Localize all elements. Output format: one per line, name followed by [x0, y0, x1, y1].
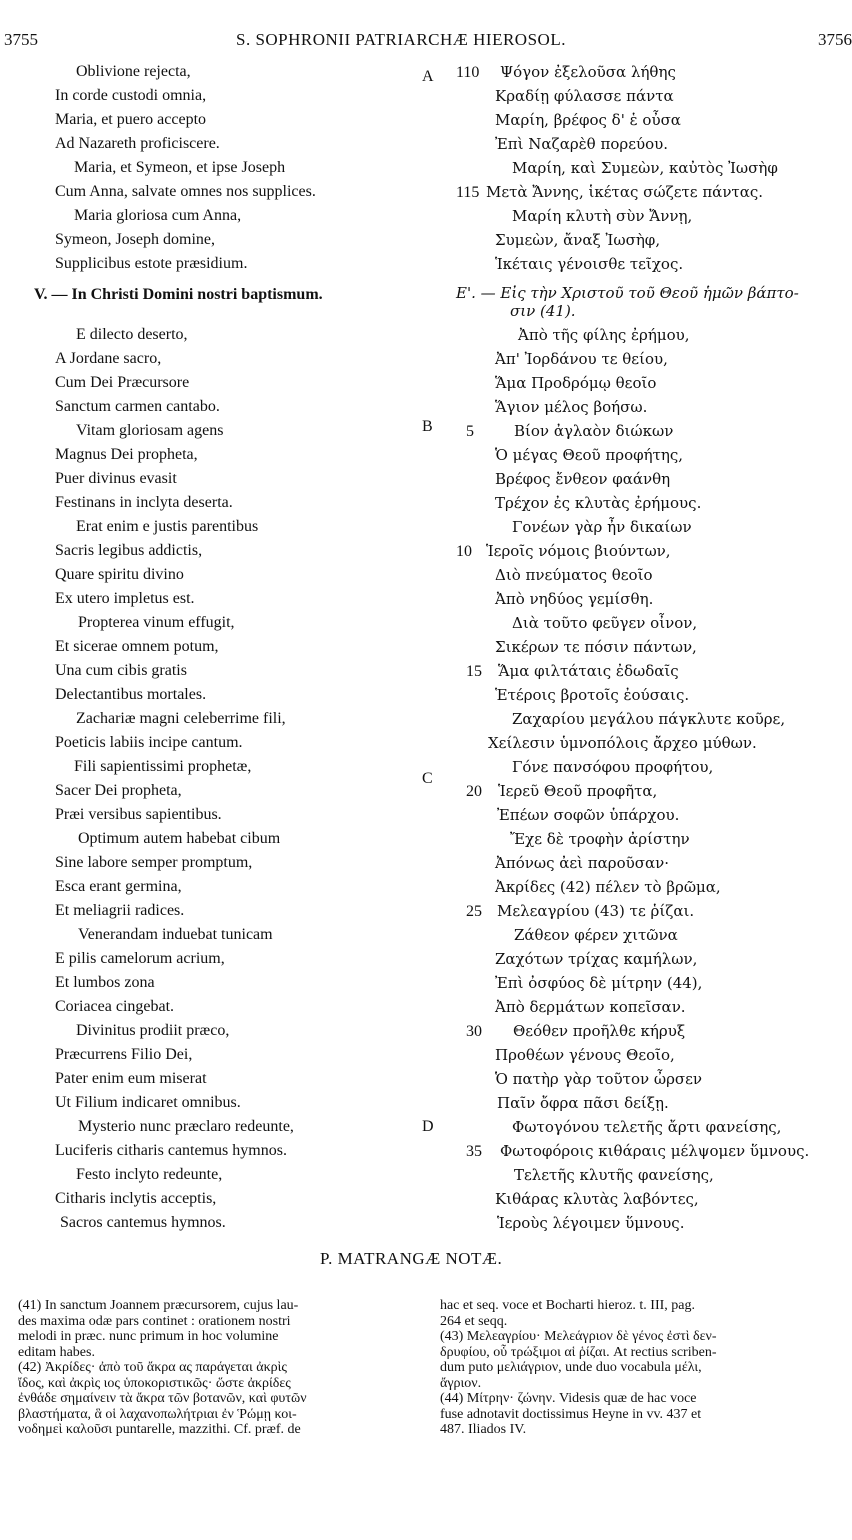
footnote-line: ἄγριον.	[440, 1375, 482, 1391]
greek-verse-line: Ἐπὶ ὀσφύος δὲ μίτρην (44),	[495, 974, 703, 992]
latin-verse-line: Sine labore semper promptum,	[55, 854, 253, 871]
margin-letter: C	[422, 770, 433, 787]
greek-verse-line: Παῖν ὄφρα πᾶσι δείξῃ.	[497, 1094, 669, 1112]
latin-verse-line: Sanctum carmen cantabo.	[55, 398, 220, 415]
latin-verse-line: Poeticis labiis incipe cantum.	[55, 734, 243, 751]
latin-verse-line: Esca erant germina,	[55, 878, 182, 895]
greek-verse-line: Ἑτέροις βροτοῖς ἐούσαις.	[495, 686, 690, 704]
latin-verse-line: Festo inclyto redeunte,	[76, 1166, 223, 1183]
notes-title: P. MATRANGÆ NOTÆ.	[320, 1249, 503, 1268]
greek-verse-line: Ὁ πατὴρ γὰρ τοῦτον ὦρσεν	[495, 1070, 703, 1088]
latin-verse-line: Sacris legibus addictis,	[55, 542, 203, 559]
latin-verse-line: Maria, et Symeon, et ipse Joseph	[74, 159, 286, 176]
greek-verse-line: Βρέφος ἔνθεον φαάνθη	[495, 470, 671, 488]
footnote-line: dum puto μελιάγριον, unde duo vocabula μέλι,	[440, 1360, 702, 1375]
greek-verse-line: Ἀπὸ τῆς φίλης ἐρήμου,	[518, 326, 690, 344]
footnote-line: hac et seq. voce et Bocharti hieroz. t. III, pag.	[440, 1298, 696, 1313]
greek-verse-line: Διὸ πνεύματος θεοῖο	[495, 566, 653, 584]
latin-verse-line: Coriacea cingebat.	[55, 998, 175, 1015]
greek-verse-line: Ἐπέων σοφῶν ὑπάρχου.	[497, 806, 680, 824]
latin-verse-line: Venerandam induebat tunicam	[78, 926, 273, 943]
latin-verse-line: Ut Filium indicaret omnibus.	[55, 1094, 241, 1111]
verse-line-number: 35	[466, 1143, 482, 1160]
latin-verse-line: E dilecto deserto,	[76, 326, 188, 343]
footnote-line: (41) In sanctum Joannem præcursorem, cujus lau-	[18, 1298, 299, 1313]
footnote-line: ἐνθάδε σημαίνειν τὰ ἄκρα τῶν βοτανῶν, καὶ φυτῶν	[18, 1391, 307, 1406]
footnote-line: βλαστήματα, ἃ οἱ λαχανοπωλήτριαι ἐν Ῥώμῃ κοι-	[18, 1406, 297, 1422]
greek-verse-line: σιν (41).	[510, 302, 576, 320]
margin-letter: A	[422, 68, 434, 85]
greek-verse-line: Βίον ἀγλαὸν διώκων	[514, 422, 674, 440]
greek-verse-line: Ἅμα φιλτάταις ἐδωδαῖς	[498, 662, 679, 680]
latin-verse-line: Et meliagrii radices.	[55, 902, 185, 919]
latin-verse-line: Zachariæ magni celeberrime fili,	[76, 710, 286, 727]
verse-line-number: 10	[456, 543, 472, 560]
greek-verse-line: Ἱερεῦ Θεοῦ προφῆτα,	[498, 782, 658, 800]
greek-verse-line: Ἅμα Προδρόμῳ θεοῖο	[495, 374, 657, 392]
greek-verse-line: Διὰ τοῦτο φεῦγεν οἶνον,	[512, 614, 698, 632]
latin-verse-line: Propterea vinum effugit,	[78, 614, 235, 631]
greek-verse-line: Ζάθεον φέρεν χιτῶνα	[514, 926, 678, 944]
margin-letter: D	[422, 1118, 434, 1135]
greek-verse-line: Ψόγον ἐξελοῦσα λήθης	[500, 63, 676, 81]
latin-verse-line: Maria, et puero accepto	[55, 111, 207, 128]
margin-letter: B	[422, 418, 433, 435]
latin-verse-line: Et lumbos zona	[55, 974, 155, 991]
verse-line-number: 110	[456, 64, 480, 81]
latin-verse-line: Citharis inclytis acceptis,	[55, 1190, 217, 1207]
latin-verse-line: Cum Dei Præcursore	[55, 374, 190, 391]
latin-verse-line: Delectantibus mortales.	[55, 686, 207, 703]
verse-line-number: 15	[466, 663, 482, 680]
footnote-line: (43) Μελεαγρίου· Μελεάγριον δὲ γένος ἐστὶ δεν-	[440, 1329, 717, 1344]
greek-verse-line: Τελετῆς κλυτῆς φανείσης,	[514, 1166, 714, 1184]
latin-verse-line: V. — In Christi Domini nostri baptismum.	[34, 286, 323, 303]
latin-verse-line: Pater enim eum miserat	[55, 1070, 207, 1087]
latin-verse-line: Præi versibus sapientibus.	[55, 806, 222, 823]
greek-verse-line: Θεόθεν προῆλθε κήρυξ	[513, 1022, 686, 1040]
column-number-left: 3755	[4, 30, 38, 49]
greek-verse-line: Μελεαγρίου (43) τε ῥίζαι.	[497, 902, 695, 920]
latin-verse-line: Vitam gloriosam agens	[76, 422, 224, 439]
latin-verse-line: Mysterio nunc præclaro redeunte,	[78, 1118, 294, 1135]
latin-verse-line: Divinitus prodiit præco,	[76, 1022, 230, 1039]
footnote-line: δρυφίου, οὗ τρώξιμοι αἱ ῥίζαι. At rectius scriben-	[440, 1344, 717, 1360]
greek-verse-line: Ἅγιον μέλος βοήσω.	[495, 398, 648, 416]
greek-verse-line: Ἱεροὺς λέγοιμεν ὕμνους.	[497, 1214, 685, 1232]
greek-verse-line: Ε'. — Εἰς τὴν Χριστοῦ τοῦ Θεοῦ ἡμῶν βάπτο-	[456, 284, 799, 302]
latin-verse-line: Luciferis citharis cantemus hymnos.	[55, 1142, 287, 1159]
greek-verse-line: Ἐπὶ Ναζαρὲθ πορεύου.	[495, 135, 668, 153]
verse-line-number: 5	[466, 423, 474, 440]
footnote-line: 264 et seqq.	[440, 1313, 508, 1329]
greek-verse-line: Φωτοφόροις κιθάραις μέλψομεν ὕμνους.	[500, 1142, 810, 1160]
latin-verse-line: Optimum autem habebat cibum	[78, 830, 281, 847]
greek-verse-line: Ἀπόνως ἀεὶ παροῦσαν·	[495, 854, 670, 872]
greek-verse-line: Ἀπὸ δερμάτων κοπεῖσαν.	[495, 998, 686, 1016]
latin-verse-line: Ex utero impletus est.	[55, 590, 195, 607]
verse-line-number: 30	[466, 1023, 482, 1040]
latin-verse-line: Puer divinus evasit	[55, 470, 177, 487]
greek-verse-line: Ἀπ' Ἰορδάνου τε θείου,	[495, 350, 668, 368]
latin-verse-line: A Jordane sacro,	[55, 350, 162, 367]
latin-verse-line: Supplicibus estote præsidium.	[55, 255, 248, 272]
latin-verse-line: Ad Nazareth proficiscere.	[55, 135, 220, 152]
greek-verse-line: Ζαχότων τρίχας καμήλων,	[495, 950, 698, 968]
latin-verse-line: Una cum cibis gratis	[55, 662, 187, 679]
latin-verse-line: Erat enim e justis parentibus	[76, 518, 259, 535]
greek-verse-line: Ἔχε δὲ τροφὴν ἀρίστην	[510, 830, 690, 848]
footnote-line: melodi in præc. nunc primum in hoc volumine	[18, 1329, 279, 1344]
greek-verse-line: Μαρίη κλυτὴ σὺν Ἄννῃ,	[512, 207, 693, 225]
footnote-line: (44) Μίτρην· ζώνην. Videsis quæ de hac voce	[440, 1391, 697, 1406]
latin-verse-line: Sacer Dei propheta,	[55, 782, 182, 799]
greek-verse-line: Μαρίη, βρέφος δ' ἑ οὖσα	[495, 111, 681, 129]
latin-verse-line: In corde custodi omnia,	[55, 87, 207, 104]
latin-verse-line: Symeon, Joseph domine,	[55, 231, 215, 248]
latin-verse-line: Et sicerae omnem potum,	[55, 638, 219, 655]
latin-verse-line: Præcurrens Filio Dei,	[55, 1046, 193, 1063]
latin-verse-line: Quare spiritu divino	[55, 566, 184, 583]
greek-verse-line: Μαρίη, καὶ Συμεὼν, καὐτὸς Ἰωσὴφ	[512, 159, 778, 177]
greek-verse-line: Ἀκρίδες (42) πέλεν τὸ βρῶμα,	[495, 878, 721, 896]
latin-verse-line: Maria gloriosa cum Anna,	[74, 207, 242, 224]
latin-verse-line: Magnus Dei propheta,	[55, 446, 198, 463]
greek-verse-line: Κιθάρας κλυτὰς λαβόντες,	[495, 1190, 699, 1208]
latin-verse-line: Festinans in inclyta deserta.	[55, 494, 233, 511]
footnote-line: ἴδος, καὶ ἀκρὶς ιος ὑποκοριστικῶς· ὥστε ἀκρίδες	[18, 1375, 291, 1391]
latin-verse-line: Oblivione rejecta,	[76, 63, 191, 80]
greek-verse-line: Ζαχαρίου μεγάλου πάγκλυτε κοῦρε,	[512, 710, 786, 728]
running-title: S. SOPHRONII PATRIARCHÆ HIEROSOL.	[236, 30, 566, 49]
latin-verse-line: Sacros cantemus hymnos.	[60, 1214, 226, 1231]
greek-verse-line: Τρέχον ἐς κλυτὰς ἐρήμους.	[495, 494, 702, 512]
footnote-line: 487. Iliados IV.	[440, 1422, 527, 1437]
verse-line-number: 25	[466, 903, 482, 920]
greek-verse-line: Γονέων γὰρ ἦν δικαίων	[512, 518, 692, 536]
greek-verse-line: Κραδίῃ φύλασσε πάντα	[495, 87, 674, 105]
footnote-line: νοδημεὶ καλοῦσι puntarelle, mazzithi. Cf. præf. de	[18, 1422, 301, 1437]
greek-verse-line: Χείλεσιν ὑμνοπόλοις ἄρχεο μύθων.	[488, 734, 757, 752]
greek-verse-line: Προθέων γένους Θεοῖο,	[495, 1046, 675, 1064]
latin-verse-line: Cum Anna, salvate omnes nos supplices.	[55, 183, 316, 200]
greek-verse-line: Ἱκέταις γένοισθε τεῖχος.	[495, 255, 684, 273]
greek-verse-line: Ἱεροῖς νόμοις βιούντων,	[486, 542, 671, 560]
latin-verse-line: E pilis camelorum acrium,	[55, 950, 225, 967]
footnote-line: des maxima odæ pars continet : orationem nostri	[18, 1313, 291, 1329]
greek-verse-line: Μετὰ Ἄννης, ἱκέτας σώζετε πάντας.	[486, 183, 764, 201]
greek-verse-line: Συμεὼν, ἄναξ Ἰωσὴφ,	[495, 231, 661, 249]
greek-verse-line: Γόνε πανσόφου προφήτου,	[512, 758, 714, 776]
footnote-line: editam habes.	[18, 1344, 95, 1360]
latin-verse-line: Fili sapientissimi prophetæ,	[74, 758, 252, 775]
column-number-right: 3756	[818, 30, 852, 49]
footnote-line: (42) Ἀκρίδες· ἀπὸ τοῦ ἄκρα ας παράγεται ἀκρὶς	[18, 1360, 287, 1375]
greek-verse-line: Ἀπὸ νηδύος γεμίσθη.	[495, 590, 654, 608]
greek-verse-line: Ὁ μέγας Θεοῦ προφήτης,	[495, 446, 684, 464]
verse-line-number: 20	[466, 783, 482, 800]
greek-verse-line: Φωτογόνου τελετῆς ἄρτι φανείσης,	[512, 1118, 782, 1136]
footnote-line: fuse adnotavit doctissimus Heyne in vv. 437 et	[440, 1406, 702, 1422]
verse-line-number: 115	[456, 184, 480, 201]
greek-verse-line: Σικέρων τε πόσιν πάντων,	[495, 638, 697, 656]
